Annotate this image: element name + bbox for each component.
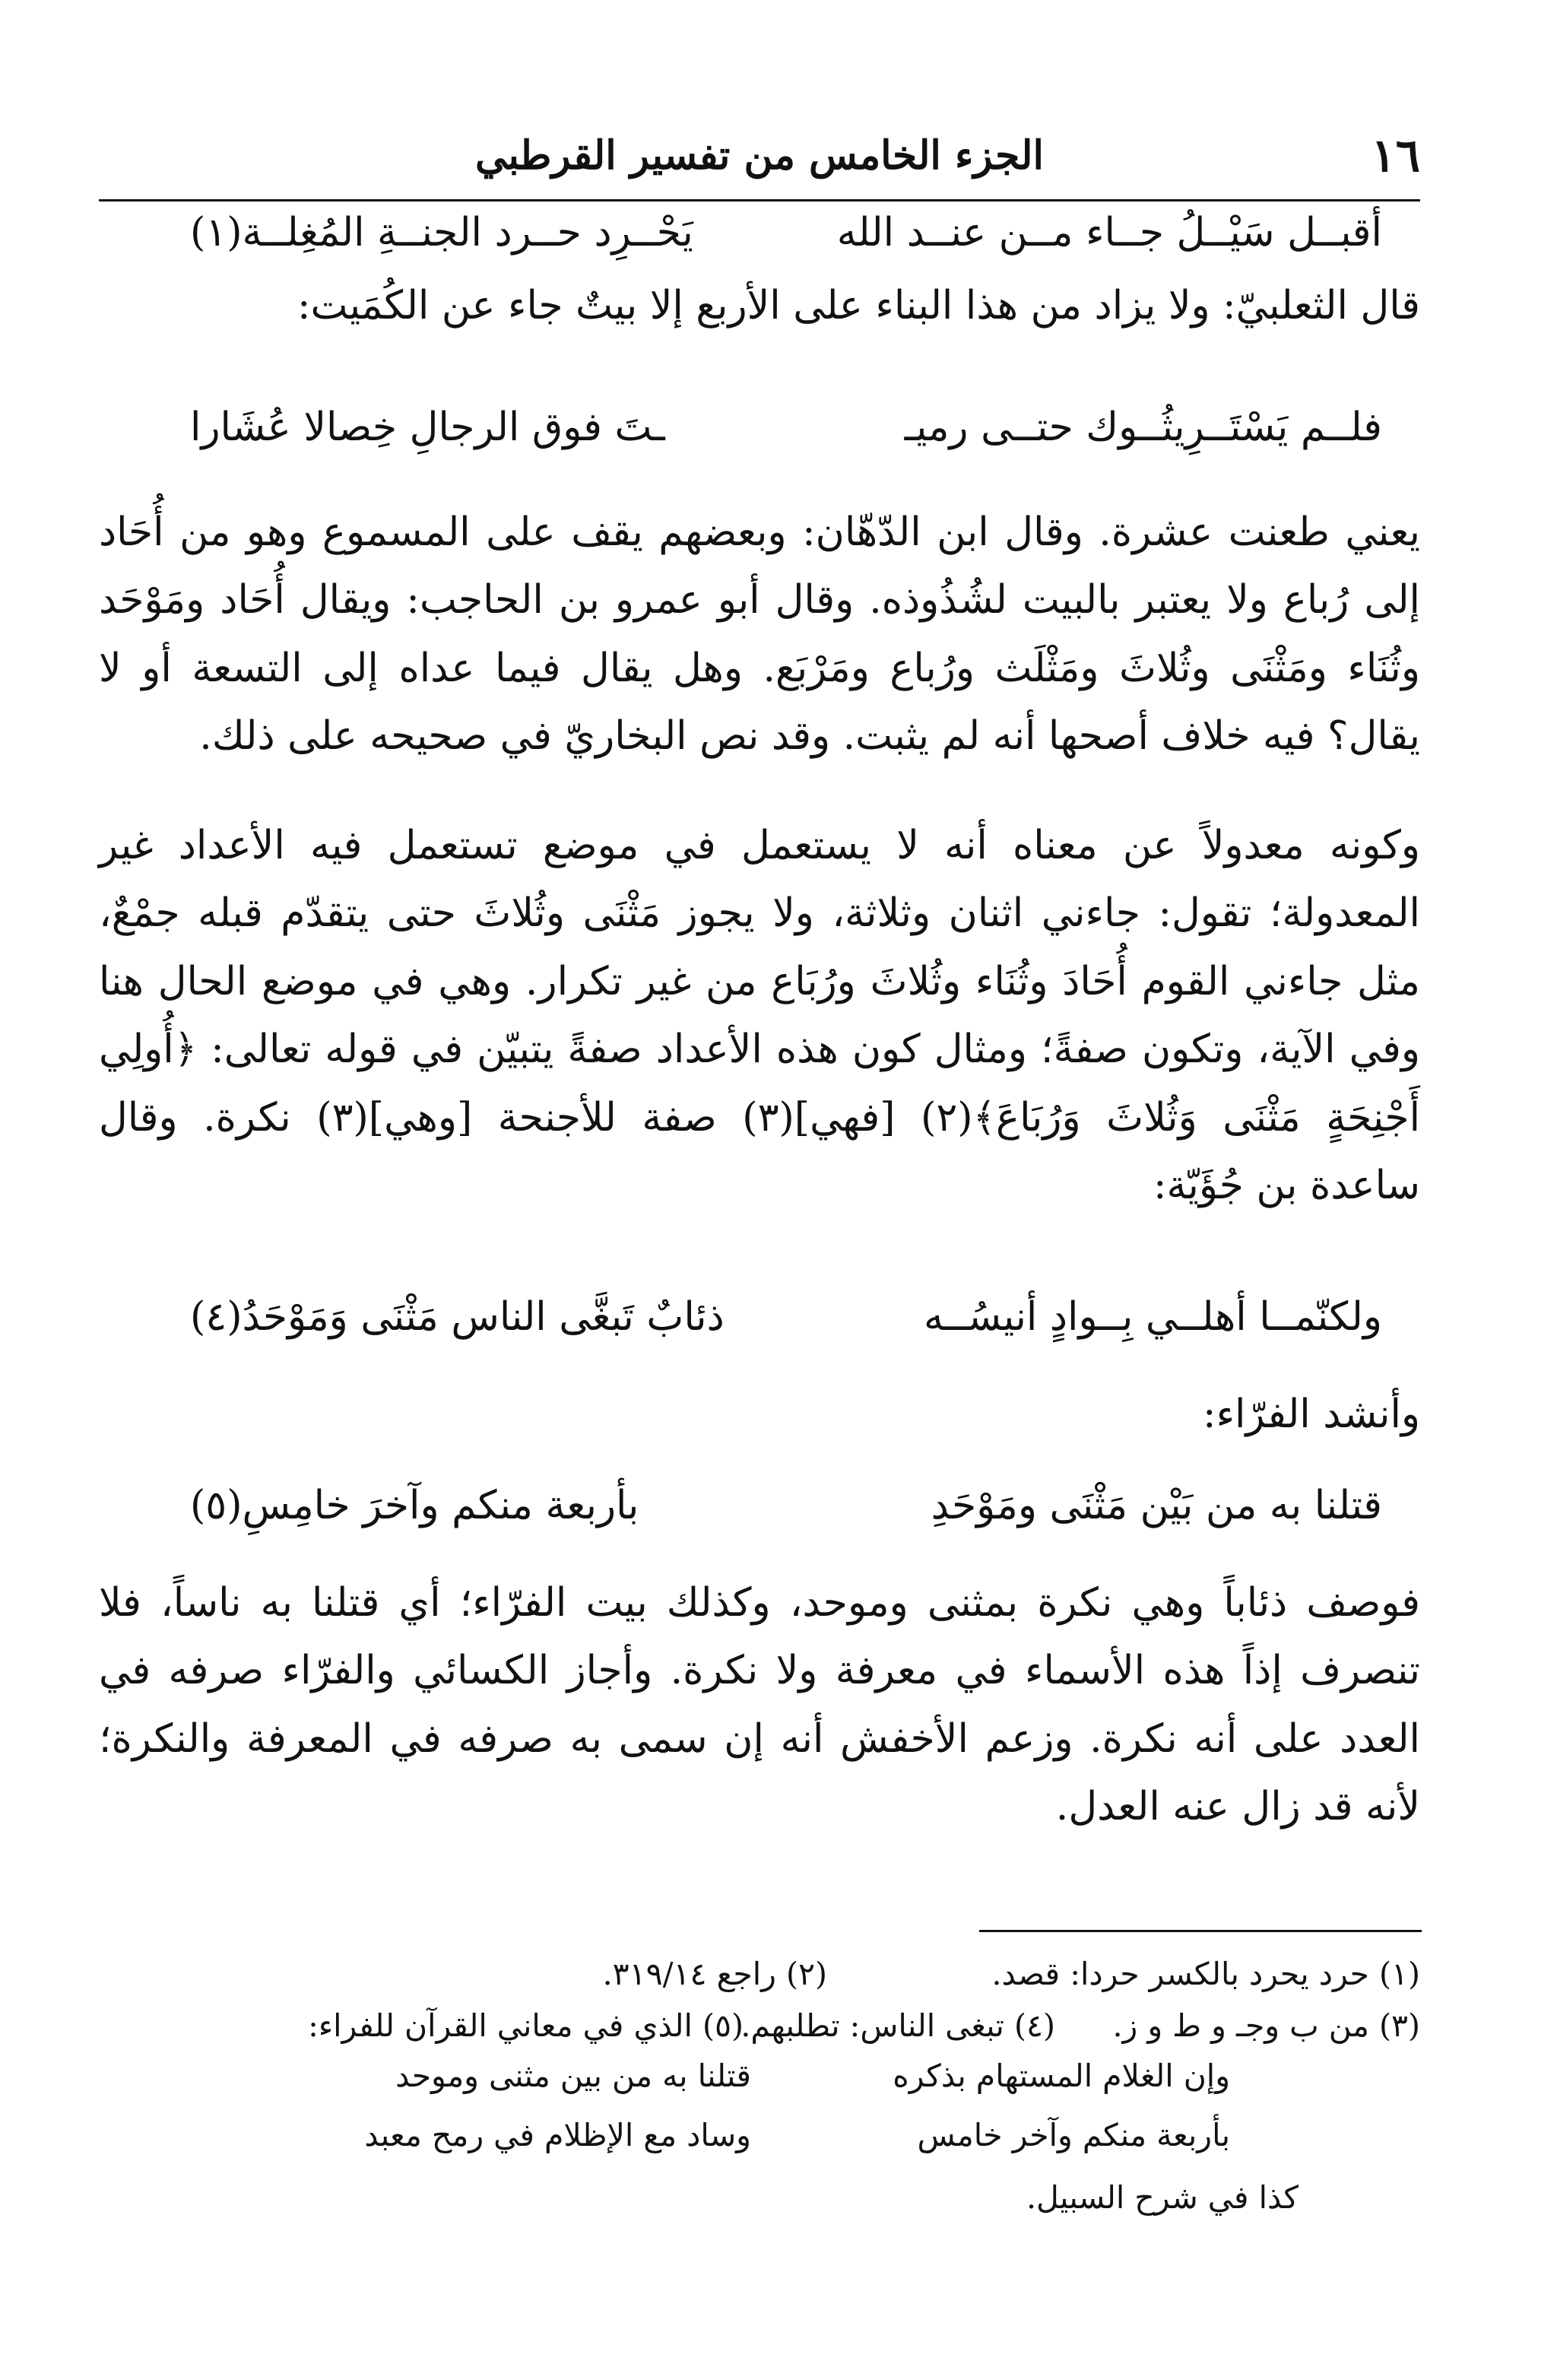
header-rule (99, 199, 1420, 202)
footnote-3: (٣) من ب وجـ و ط و ز. (1112, 2007, 1420, 2044)
footnote-verse-2-second: وساد مع الإظلام في رمح معبد (364, 2117, 751, 2153)
footnote-source: كذا في شرح السبيل. (1026, 2179, 1299, 2216)
verse-1-second-hemistich: يَحْــرِد حــرد الجنــةِ المُغِلــة(١) (190, 210, 693, 255)
footnote-verse-1-first: وإن الغلام المستهام بذكره (893, 2058, 1230, 2094)
verse-2-second-hemistich: ـتَ فوق الرجالِ خِصالا عُشَارا (190, 405, 665, 450)
paragraph-2: وكونه معدولاً عن معناه أنه لا يستعمل في موضع تستعمل فيه الأعداد غير المعدولة؛ تقول: جاءني اثنان وثلاثة، ولا يجوز مَثْنَى وثُلاثَ حتى يتقدّم قبله جمْعٌ، مثل جاءني القوم أُحَادَ وثُنَاء وثُلاثَ ورُبَاع من غير تكرار. وهي في موضع الحال هنا وفي الآية، وتكون صفةً؛ ومثال كون هذه الأعداد صفةً يتبيّن في قوله تعالى: ﴿أُولِي أَجْنِحَةٍ مَثْنَى وَثُلاثَ وَرُبَاعَ﴾(٢) [فهي](٣) صفة للأجنحة [وهي](٣) نكرة. وقال ساعدة بن جُؤَيّة: (99, 823, 1421, 1209)
running-header (99, 129, 1420, 190)
verse-1 (190, 210, 1382, 271)
verse-3-second-hemistich: ذئابٌ تَبغَّى الناس مَثْنَى وَمَوْحَدُ(٤) (190, 1294, 725, 1340)
farra-line: وأنشد الفرّاء: (1203, 1392, 1420, 1437)
verse-2-first-hemistich: فلــم يَسْتَــرِيثُــوك حتــى رميـ (904, 405, 1382, 450)
running-title: الجزء الخامس من تفسير القرطبي (475, 132, 1044, 179)
verse-4-second-hemistich: بأربعة منكم وآخرَ خامِسِ(٥) (190, 1483, 639, 1528)
paragraph-3: فوصف ذئاباً وهي نكرة بمثنى وموحد، وكذلك بيت الفرّاء؛ أي قتلنا به ناساً، فلا تنصرف إذاً هذه الأسماء في معرفة ولا نكرة. وأجاز الكسائي والفرّاء صرفه في العدد على أنه نكرة. وزعم الأخفش أنه إن سمى به صرفه في المعرفة والنكرة؛ لأنه قد زال عنه العدل. (99, 1580, 1420, 1830)
verse-3 (190, 1294, 1382, 1355)
footnote-2: (٢) راجع ٣١٩/١٤. (602, 1956, 827, 1992)
footnote-verse-1-second: قتلنا به من بين مثنى وموحد (395, 2058, 751, 2094)
thalabi-line: قال الثعلبيّ: ولا يزاد من هذا البناء على الأربع إلا بيتٌ جاء عن الكُمَيت: (297, 283, 1420, 328)
verse-1-first-hemistich: أقبــل سَيْــلُ جــاء مــن عنــد الله (836, 210, 1382, 255)
footnote-1: (١) حرد يحرد بالكسر حردا: قصد. (991, 1956, 1420, 1992)
footnote-verse-2-first: بأربعة منكم وآخر خامس (917, 2117, 1230, 2153)
verse-2 (190, 405, 1382, 465)
verse-4 (190, 1483, 1382, 1544)
footnote-4: (٤) تبغى الناس: تطلبهم. (740, 2007, 1055, 2044)
paragraph-1: يعني طعنت عشرة. وقال ابن الدّهّان: وبعضهم يقف على المسموع وهو من أُحَاد إلى رُباع ولا يعتبر بالبيت لشُذُوذه. وقال أبو عمرو بن الحاجب: ويقال أُحَاد ومَوْحَد وثُنَاء ومَثْنَى وثُلاثَ ومَثْلَث ورُباع ومَرْبَع. وهل يقال فيما عداه إلى التسعة أو لا يقال؟ فيه خلاف أصحها أنه لم يثبت. وقد نص البخاريّ في صحيحه على ذلك. (99, 509, 1420, 760)
verse-4-first-hemistich: قتلنا به من بَيْن مَثْنَى ومَوْحَدِ (931, 1483, 1382, 1528)
footnote-5: (٥) الذي في معاني القرآن للفراء: (308, 2007, 744, 2044)
footnote-rule (979, 1930, 1422, 1932)
page-number: ١٦ (1371, 129, 1420, 182)
verse-3-first-hemistich: ولكنّمــا أهلــي بِــوادٍ أنيسُــه (924, 1294, 1382, 1340)
